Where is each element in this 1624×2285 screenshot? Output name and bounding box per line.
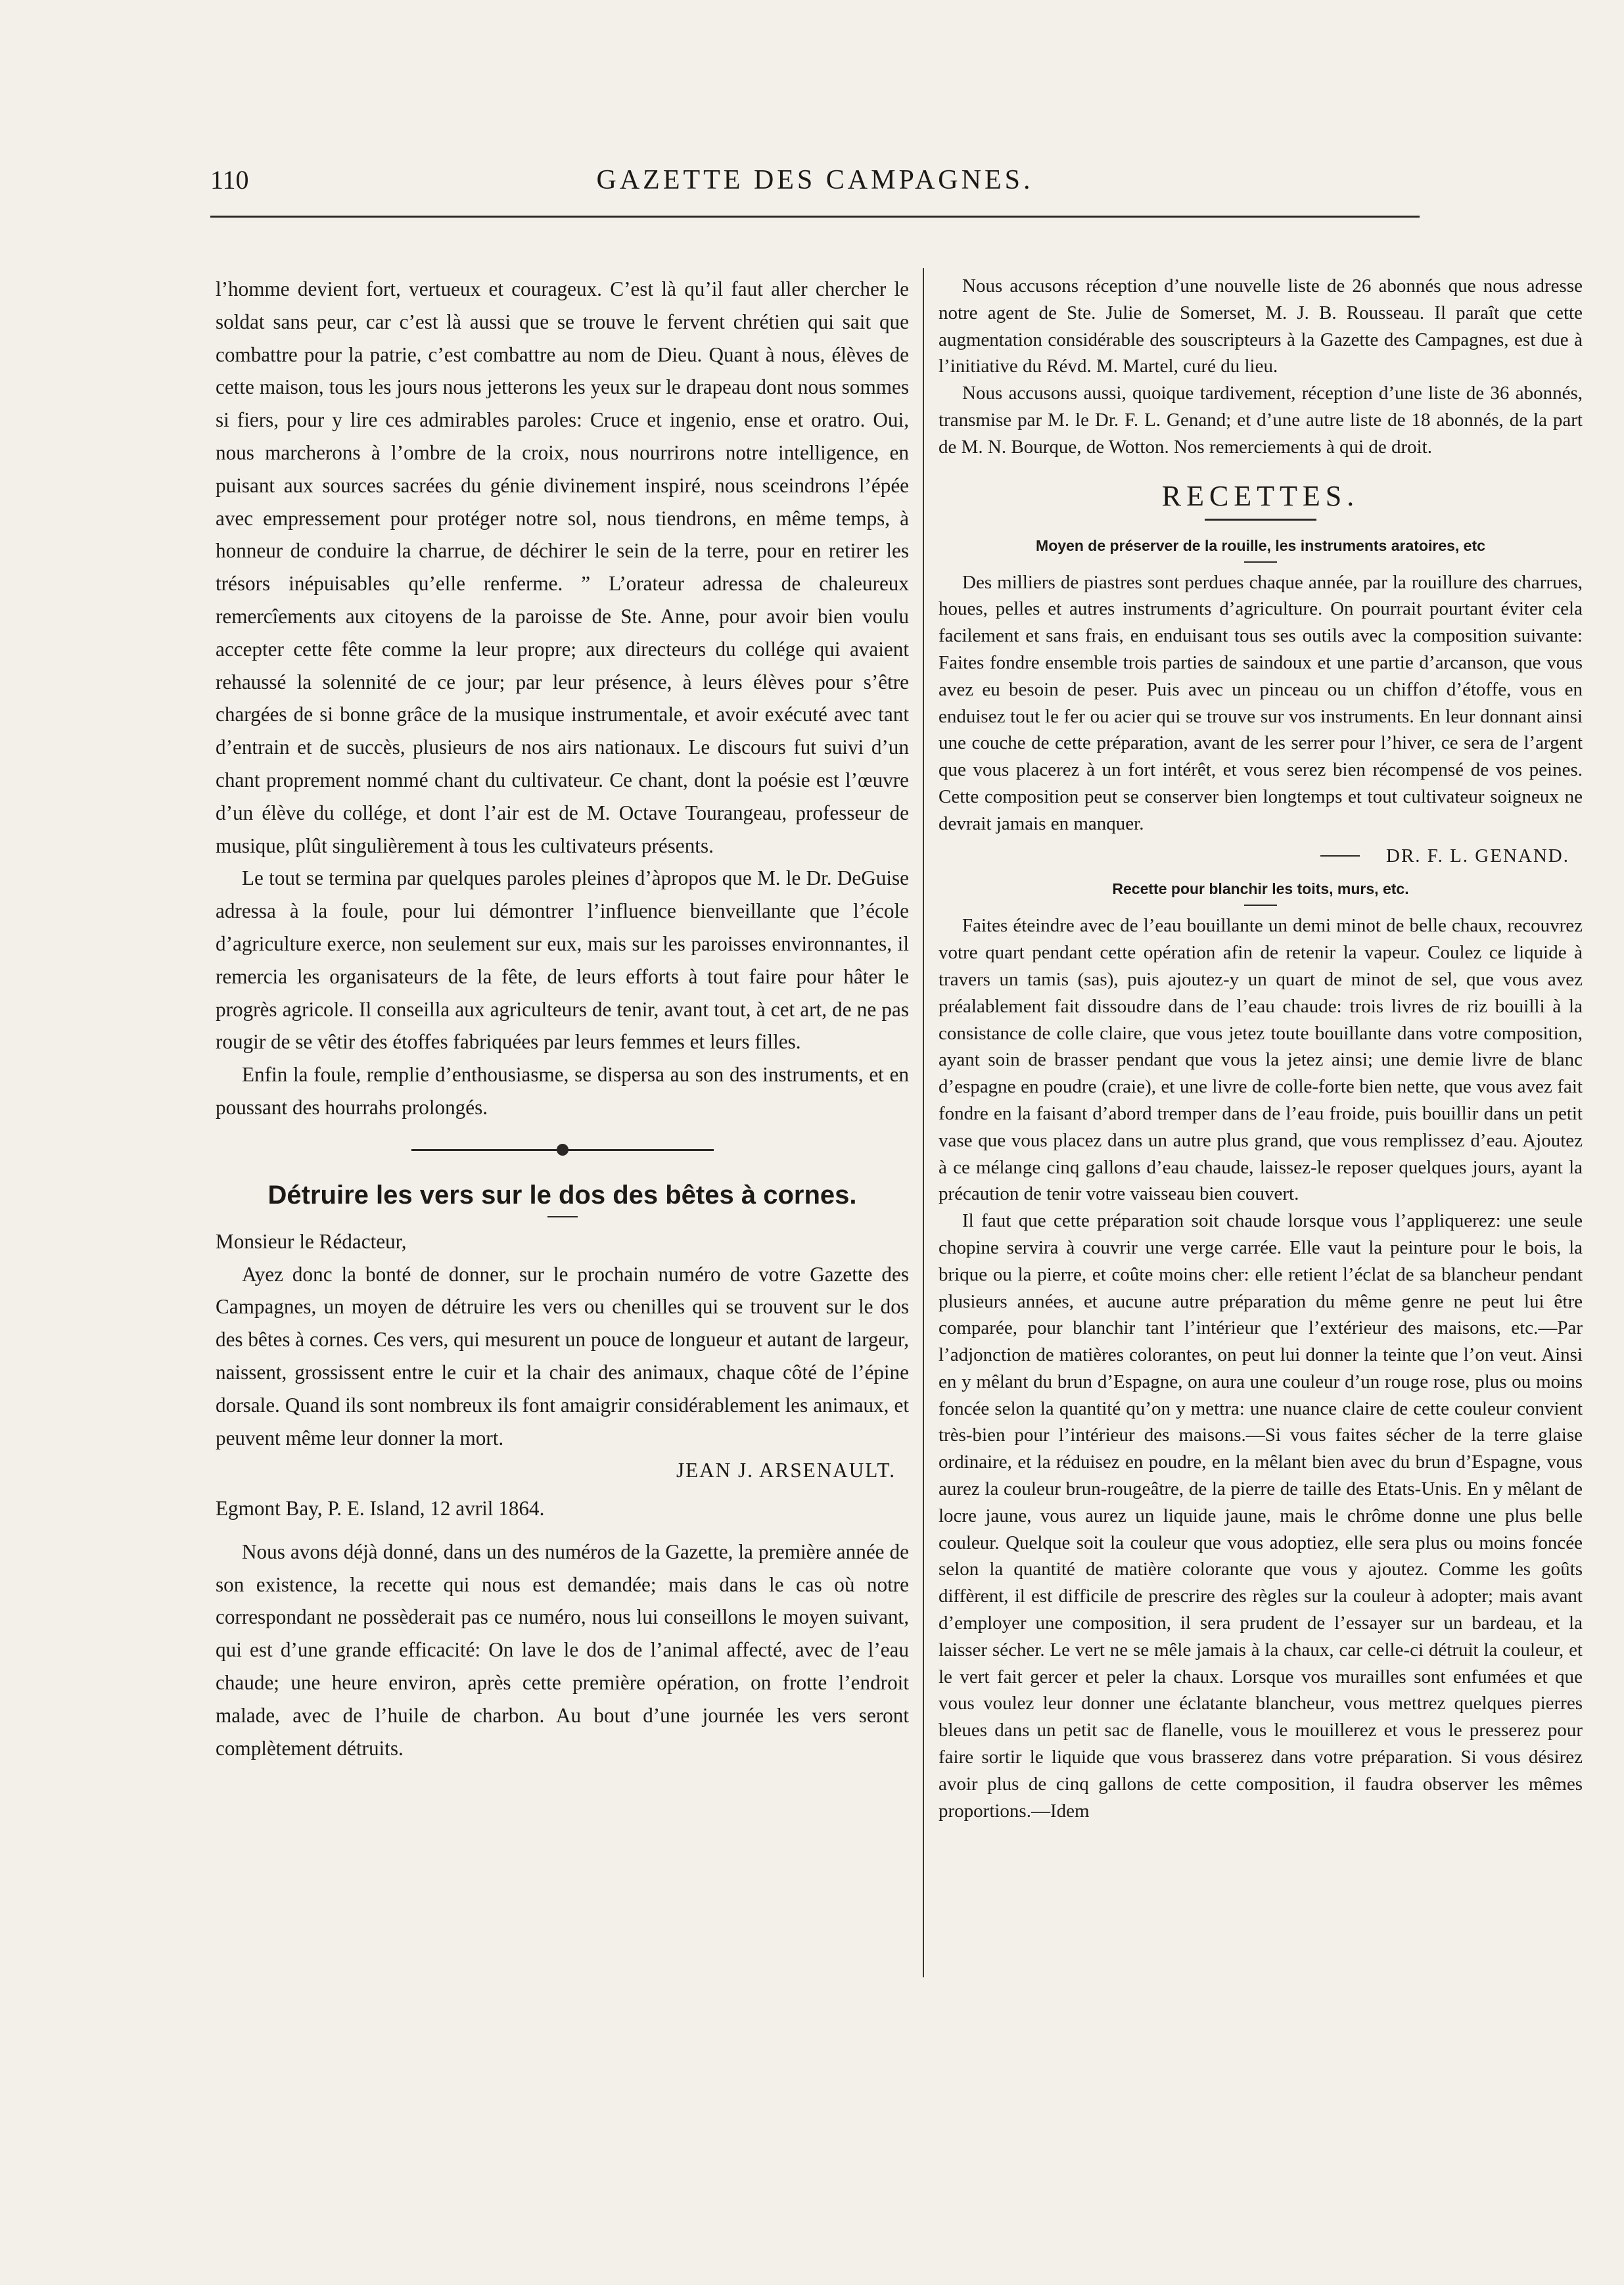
right-paragraph-1: Nous accusons réception d’une nouvelle liste de 26 abonnés que nous adresse notre agent de Ste. Julie de Somerset, M. J. B. Rousseau. Il paraît que cette augmentation considérable des souscripteurs à la Gazette des Campagnes, est due à l’initiative du Révd. M. Martel, curé du lieu. (939, 275, 1583, 377)
left-paragraph-2: Le tout se termina par quelques paroles pleines d’àpropos que M. le Dr. DeGuise adressa à la foule, pour lui démontrer l’influence bienveillante que l’école d’agriculture exerce, non seulement sur eux, mais sur les paroisses environnantes, il remercia les organisateurs de la fête, de leurs efforts à tout faire pour hâter le progrès agricole. Il conseilla aux agriculteurs de tenir, avant tout, à cet art, de ne pas rougir de se vêtir des étoffes fabriquées par leurs femmes et leurs filles. (216, 866, 909, 1054)
signature-rule (1320, 855, 1360, 857)
recipe-2-body: Faites éteindre avec de l’eau bouillante un demi minot de belle chaux, recouvrez votre quart pendant cette opération afin de retenir la vapeur. Coulez ce liquide à travers un tamis (sas), puis ajoutez-y un quart de minot de sel, que vous avez préalablement fait dissoudre dans de l’eau chaude: trois livres de riz bouilli à la consistance de colle claire, que vous jetez toute bouillante dans votre composition, ayant soin de brasser pendant que vous la jetez ainsi; une demie livre de blanc d’espagne en poudre (craie), et une livre de colle-forte bien nette, que vous avez fait fondre en la faisant d’abord tremper dans de l’eau froide, puis bouillir dans un petit vase que vous placez dans un autre plus grand, que vous remplissez d’eau. Ajoutez à ce mélange cinq gallons d’eau chaude, laissez-le reposer quelques jours, ayant la précaution de tenir votre vaisseau bien couvert. (939, 915, 1583, 1205)
salutation: Monsieur le Rédacteur, (216, 1229, 407, 1253)
recipe-1-dash (1244, 561, 1277, 563)
letter-dateline: Egmont Bay, P. E. Island, 12 avril 1864. (216, 1497, 545, 1520)
recipe-1-body: Des milliers de piastres sont perdues chaque année, par la rouillure des charrues, houes, pelles et autres instruments d’agriculture. On pourrait pourtant éviter cela facilement et sans frais, en enduisant tous ses outils avec la composition suivante: Faites fondre ensemble trois parties de saindoux et une partie d’arcanson, que vous avez eu besoin de peser. Puis avec un pinceau ou un chiffon d’étoffe, vous en enduisez tout le fer ou acier qui se trouve sur vos instruments. En leur donnant ainsi une couche de cette préparation, avant de les serrer pour l’hiver, ce sera de l’argent que vous placerez à un fort intérêt, et vous serez bien récompensé de vos peines. Cette composition peut se conserver bien longtemps et tout cultivateur soigneux ne devrait jamais en manquer. (939, 571, 1583, 834)
editor-reply: Nous avons déjà donné, dans un des numéros de la Gazette, la première année de son existence, la recette qui nous est demandée; mais dans le cas où notre correspondant ne possèderait pas ce numéro, nous lui conseillons le moyen suivant, qui est d’une grande efficacité: On lave le dos de l’animal affecté, avec de l’eau chaude; une heure environ, après cette première opération, on frotte l’endroit malade, avec de l’huile de charbon. Au bout d’une journée les vers seront complètement détruits. (216, 1540, 909, 1760)
right-column (939, 273, 1583, 1824)
article-title: Détruire les vers sur le dos des bêtes à cornes. (267, 1180, 857, 1210)
recipe-2-heading: Recette pour blanchir les toits, murs, etc. (1112, 880, 1409, 898)
right-paragraph-2: Nous accusons aussi, quoique tardivement, réception d’une liste de 36 abonnés, transmise par M. le Dr. F. L. Genand; et d’une autre liste de 18 abonnés, de la part de M. N. Bourque, de Wotton. Nos remerciements à qui de droit. (939, 383, 1583, 458)
recipe-1-signature: DR. F. L. GENAND. (1386, 845, 1569, 866)
title-rule (547, 1216, 578, 1217)
page-header (210, 164, 1420, 217)
header-rule (210, 216, 1420, 218)
section-title-rule (1205, 519, 1316, 521)
left-paragraph-3: Enfin la foule, remplie d’enthousiasme, se dispersa au son des instruments, et en poussant des hourrahs prolongés. (216, 1063, 909, 1119)
letter-body: Ayez donc la bonté de donner, sur le prochain numéro de votre Gazette des Campagnes, un moyen de détruire les vers ou chenilles qui se trouvent sur le dos des bêtes à cornes. Ces vers, qui mesurent un pouce de longueur et autant de largeur, naissent, grossissent entre le cuir et la chair des animaux, chaque côté de l’épine dorsale. Quand ils sont nombreux ils font amaigrir considérablement les animaux, et peuvent même leur donner la mort. (216, 1262, 909, 1449)
page-number: 110 (210, 165, 249, 195)
letter-signature: JEAN J. ARSENAULT. (676, 1459, 896, 1482)
left-paragraph-1: l’homme devient fort, vertueux et courageux. C’est là qu’il faut aller chercher le soldat sans peur, car c’est là aussi que se trouve le fervent chrétien qui sait que combattre pour la patrie, c’est combattre au nom de Dieu. Quant à nous, élèves de cette maison, tous les jours nous jetterons les yeux sur le drapeau dont nous sommes si fiers, pour y lire ces admirables paroles: Cruce et ingenio, ense et oratro. Oui, nous marcherons à l’ombre de la croix, nous nourrirons notre intelligence, en puisant aux sources sacrées du génie divinement inspiré, nous sceindrons l’épée avec empressement pour protéger notre sol, nous tiendrons, en même temps, à honneur de conduire la charrue, de déchirer le sein de la terre, pour en retirer les trésors inépuisables qu’elle renferme. ” L’orateur adressa de chaleureux remercîements aux citoyens de la paroisse de Ste. Anne, pour avoir bien voulu accepter cette fête comme la leur propre; aux directeurs du collége qui avaient rehaussé la solennité de ce jour; par leur présence, à leurs élèves pour s’être chargées de si bonne grâce de la musique instrumentale, et avoir exécuté avec tant d’entrain et de succès, plusieurs de nos airs nationaux. Le discours fut suivi d’un chant proprement nommé chant du cultivateur. Ce chant, dont la poésie est l’œuvre d’un élève du collége, et dont l’air est de M. Octave Tourangeau, professeur de musique, plût singulièrement à tous les cultivateurs présents. (216, 277, 909, 857)
running-title: GAZETTE DES CAMPAGNES. (596, 165, 1034, 195)
section-title: RECETTES. (1161, 479, 1360, 512)
recipe-2-dash (1244, 905, 1277, 906)
section-ornament (411, 1139, 714, 1161)
left-column (216, 273, 909, 1764)
column-divider (923, 268, 924, 1977)
recipe-1-heading: Moyen de préserver de la rouille, les instruments aratoires, etc (1036, 536, 1485, 554)
recipe-1-signature-line (939, 843, 1583, 870)
recipe-2-continued: Il faut que cette préparation soit chaude lorsque vous l’appliquerez: une seule chopine servira à couvrir une verge carrée. Elle vaut la peinture pour le bois, la brique ou la pierre, et coûte moins cher: elle retient l’éclat de sa blancheur pendant plusieurs années, et aucune autre préparation du même genre ne peut lui être comparée, pour blanchir tant l’intérieur que l’extérieur des maisons, etc.—Par l’adjonction de matières colorantes, on peut lui donner la teinte que l’on veut. Ainsi en y mêlant du brun d’Espagne, on aura une couleur d’un rouge rose, plus ou moins foncée selon la quantité qu’on y mettra: une nuance claire de cette couleur convient très-bien pour l’intérieur des maisons.—Si vous faites sécher de la terre glaise ordinaire, et la réduisez en poudre, en la mêlant bien avec du brun d’Espagne, vous aurez la couleur brun-rougeâtre, de la pierre de taille des Etats-Unis. En y mêlant de locre jaune, vous aurez un liquide jaune, mais le chrôme donne une plus belle couleur. Quelque soit la couleur que vous adoptiez, elle sera plus ou moins foncée selon la quantité de matière colorante que vous y ajoutez. Comme les goûts diffèrent, il est difficile de prescrire des règles sur la couleur à adopter; mais avant d’employer une composition, il sera prudent de l’essayer sur un bardeau, et la laisser sécher. Le vert ne se mêle jamais à la chaux, car celle-ci détruit la couleur, et le vert fait gercer et peler la chaux. Lorsque vos murailles sont enfumées et que vous voulez leur donner une éclatante blancheur, vous mettrez quelques pierres bleues dans un petit sac de flanelle, vous le mouillerez et vous le presserez pour faire sortir le liquide que vous brasserez dans votre préparation. Si vous désirez avoir plus de cinq gallons de cette composition, il faudra observer les mêmes proportions.—Idem (939, 1210, 1583, 1822)
